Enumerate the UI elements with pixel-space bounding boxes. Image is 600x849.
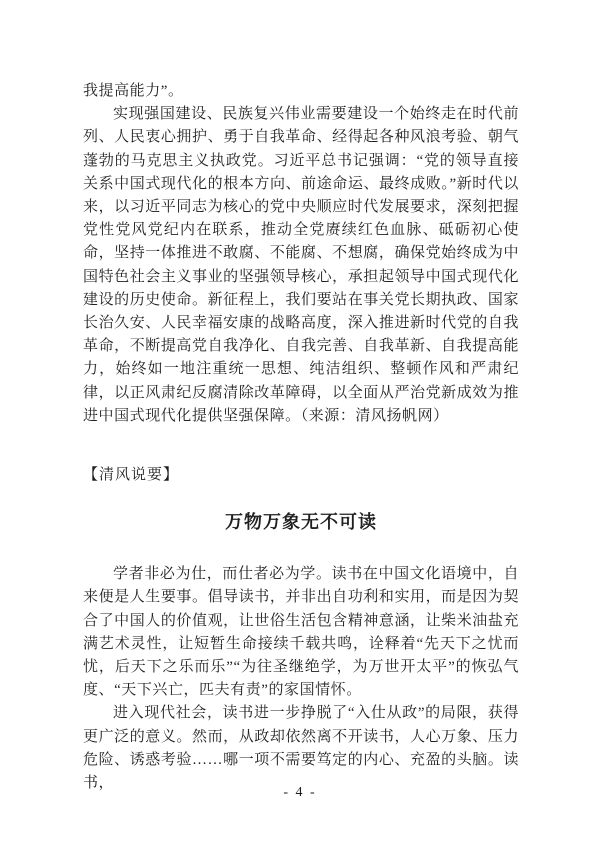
page-number: - 4 - — [283, 785, 317, 800]
paragraph-reading-tradition: 学者非必为仕，而仕者必为学。读书在中国文化语境中，自来便是人生要事。倡导读书，并非出自功利和实用，而是因为契合了中国人的价值观，让世俗生活包含精神意涵，让柴米油盐充满艺术灵性，让短暂生命接续千载共鸣，诠释着“先天下之忧而忧，后天下之乐而乐”“为往圣继绝学，为万世开太平”的恢弘气度、“天下兴亡，匹夫有责”的家国情怀。 — [83, 566, 519, 699]
page-footer — [0, 783, 600, 801]
section-label-qingfeng-shuoyao: 【清风说要】 — [83, 467, 180, 484]
document-body — [83, 80, 519, 795]
article-title: 万物万象无不可读 — [225, 512, 377, 533]
paragraph-continuation: 我提高能力”。 — [83, 83, 184, 99]
paragraph-reading-modern: 进入现代社会，读书进一步挣脱了“入仕从政”的局限，获得更广泛的意义。然而，从政却依然离不开读书，人心万象、压力危险、诱惑考验……哪一项不需要笃定的内心、充盈的头脑。读书， — [83, 705, 519, 792]
paragraph-party-self-revolution: 实现强国建设、民族复兴伟业需要建设一个始终走在时代前列、人民衷心拥护、勇于自我革命、经得起各种风浪考验、朝气蓬勃的马克思主义执政党。习近平总书记强调：“党的领导直接关系中国式现代化的根本方向、前途命运、最终成败。”新时代以来，以习近平同志为核心的党中央顺应时代发展要求，深刻把握党性党风党纪内在联系，推动全党赓续红色血脉、砥砺初心使命，坚持一体推进不敢腐、不能腐、不想腐，确保党始终成为中国特色社会主义事业的坚强领导核心，承担起领导中国式现代化建设的历史使命。新征程上，我们要站在事关党长期执政、国家长治久安、人民幸福安康的战略高度，深入推进新时代党的自我革命，不断提高党自我净化、自我完善、自我革新、自我提高能力，始终如一地注重统一思想、纯洁组织、整顿作风和严肃纪律，以正风肃纪反腐清除改革障碍，以全面从严治党新成效为推进中国式现代化提供坚强保障。（来源：清风扬帆网） — [83, 106, 519, 424]
